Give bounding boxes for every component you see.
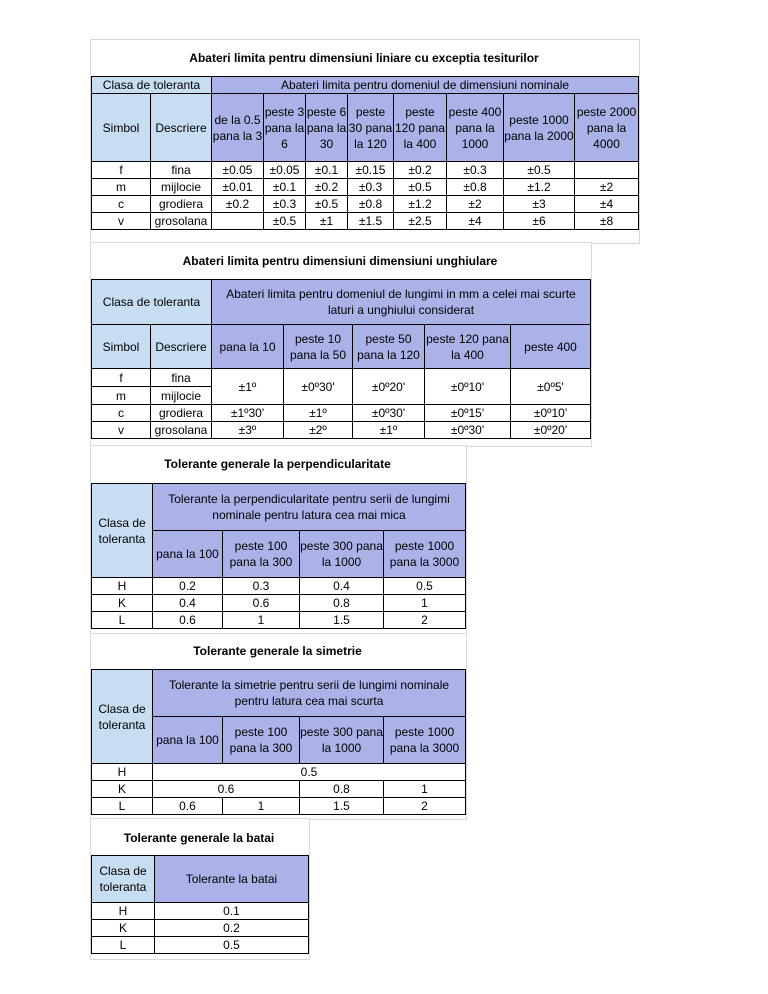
header-abateri: Abateri limita pentru domeniul de lungimi in mm a celei mai scurte laturi a unghiului considerat xyxy=(212,280,591,325)
table-row xyxy=(92,798,466,815)
cell-value: 2 xyxy=(384,612,466,629)
cell-desc: mijlocie xyxy=(151,387,212,405)
cell-desc: fina xyxy=(151,162,212,179)
table-row xyxy=(92,781,466,798)
table3-title: Tolerante generale la perpendicularitate xyxy=(164,457,391,471)
cell-value: 0.8 xyxy=(300,595,384,612)
cell-value: 1.5 xyxy=(300,612,384,629)
table-row xyxy=(92,764,466,781)
cell-simbol: v xyxy=(92,422,151,439)
cell-value: ±1º xyxy=(353,422,425,439)
cell-value: ±0.5 xyxy=(306,196,348,213)
cell-value: ±2º xyxy=(284,422,353,439)
cell-value: 0.1 xyxy=(155,903,309,920)
cell-value: ±1.5 xyxy=(348,213,394,230)
angular-tolerance-table xyxy=(91,279,591,439)
cell-class: H xyxy=(92,764,153,781)
range-header: peste 1000 pana la 3000 xyxy=(384,717,466,764)
cell-value: ±0.5 xyxy=(264,213,306,230)
cell-class: L xyxy=(92,937,155,954)
range-header: peste 100 pana la 300 xyxy=(223,717,300,764)
cell-value: ±0.05 xyxy=(212,162,264,179)
header-simbol: Simbol xyxy=(92,94,151,162)
linear-tolerance-table xyxy=(91,76,639,230)
cell-value: ±0.2 xyxy=(394,162,447,179)
cell-value: ±4 xyxy=(447,213,504,230)
table-row xyxy=(92,612,466,629)
range-header: pana la 100 xyxy=(153,531,223,578)
header-clasa: Clasa de toleranta xyxy=(92,484,153,578)
cell-value: ±1.2 xyxy=(504,179,575,196)
header-tolerance: Tolerante la batai xyxy=(155,856,309,903)
cell-value: 0.2 xyxy=(153,578,223,595)
cell-value: 1 xyxy=(223,798,300,815)
table-row xyxy=(92,369,591,387)
cell-value: ±0.01 xyxy=(212,179,264,196)
cell-value: ±0.15 xyxy=(348,162,394,179)
cell-value: ±0º30' xyxy=(425,422,511,439)
range-header: peste 50 pana la 120 xyxy=(353,325,425,369)
cell-desc: mijlocie xyxy=(151,179,212,196)
cell-value: 0.4 xyxy=(300,578,384,595)
runout-table xyxy=(91,855,309,954)
cell-class: H xyxy=(92,903,155,920)
cell-value: ±0.5 xyxy=(504,162,575,179)
table-row xyxy=(92,422,591,439)
cell-value: ±0.8 xyxy=(447,179,504,196)
cell-value: ±3 xyxy=(504,196,575,213)
cell-value: ±0º10' xyxy=(425,369,511,405)
cell-class: L xyxy=(92,798,153,815)
cell-value: ±0º20' xyxy=(511,422,591,439)
header-abateri: Abateri limita pentru domeniul de dimensiuni nominale xyxy=(212,77,639,94)
table-row xyxy=(92,162,639,179)
table-row xyxy=(92,595,466,612)
cell-desc: grodiera xyxy=(151,405,212,422)
cell-simbol: m xyxy=(92,387,151,405)
cell-value: ±0.5 xyxy=(394,179,447,196)
cell-value: ±0.2 xyxy=(212,196,264,213)
table-row xyxy=(92,578,466,595)
cell-value: ±1º xyxy=(284,405,353,422)
header-tolerance: Tolerante la perpendicularitate pentru serii de lungimi nominale pentru latura cea mai mica xyxy=(153,484,466,531)
header-clasa: Clasa de toleranta xyxy=(92,280,212,325)
cell-simbol: m xyxy=(92,179,151,196)
cell-simbol: c xyxy=(92,196,151,213)
cell-value: 0.6 xyxy=(153,781,300,798)
cell-value: ±0.3 xyxy=(447,162,504,179)
cell-value: 0.6 xyxy=(153,612,223,629)
header-descriere: Descriere xyxy=(151,325,212,369)
cell-value: 0.8 xyxy=(300,781,384,798)
cell-value xyxy=(212,213,264,230)
range-header: peste 10 pana la 50 xyxy=(284,325,353,369)
cell-value: ±4 xyxy=(575,196,639,213)
cell-value: ±1º xyxy=(212,369,284,405)
cell-value: ±0º15' xyxy=(425,405,511,422)
cell-value: ±0º10' xyxy=(511,405,591,422)
cell-value: ±0º20' xyxy=(353,369,425,405)
cell-value: 0.4 xyxy=(153,595,223,612)
cell-desc: fina xyxy=(151,369,212,387)
cell-value: ±8 xyxy=(575,213,639,230)
range-header: peste 400 xyxy=(511,325,591,369)
cell-value: ±0.3 xyxy=(348,179,394,196)
cell-value: 0.5 xyxy=(155,937,309,954)
cell-value: 0.6 xyxy=(153,798,223,815)
table-row xyxy=(92,196,639,213)
cell-value: ±0.1 xyxy=(264,179,306,196)
cell-class: K xyxy=(92,781,153,798)
cell-value: 2 xyxy=(384,798,466,815)
cell-desc: grosolana xyxy=(151,213,212,230)
cell-value: 0.6 xyxy=(223,595,300,612)
table5-title: Tolerante generale la batai xyxy=(123,831,275,845)
cell-value xyxy=(575,162,639,179)
cell-value: ±0º30' xyxy=(353,405,425,422)
cell-value: ±2.5 xyxy=(394,213,447,230)
range-header: de la 0.5 pana la 3 xyxy=(212,94,264,162)
cell-desc: grosolana xyxy=(151,422,212,439)
cell-value: ±0º5' xyxy=(511,369,591,405)
table2-title: Abateri limita pentru dimensiuni dimensiuni unghiulare xyxy=(182,254,498,268)
range-header: peste 3 pana la 6 xyxy=(264,94,306,162)
header-clasa: Clasa de toleranta xyxy=(92,670,153,764)
cell-class: K xyxy=(92,595,153,612)
perpendicularity-table xyxy=(91,483,466,629)
cell-value: ±0º30' xyxy=(284,369,353,405)
header-clasa: Clasa de toleranta xyxy=(92,856,155,903)
range-header: peste 120 pana la 400 xyxy=(394,94,447,162)
cell-value: 0.5 xyxy=(153,764,466,781)
range-header: peste 1000 pana la 2000 xyxy=(504,94,575,162)
cell-value: 1.5 xyxy=(300,798,384,815)
table-row xyxy=(92,213,639,230)
cell-value: ±2 xyxy=(447,196,504,213)
cell-simbol: f xyxy=(92,369,151,387)
cell-value: ±1.2 xyxy=(394,196,447,213)
table4-title: Tolerante generale la simetrie xyxy=(193,644,362,658)
cell-class: H xyxy=(92,578,153,595)
cell-value: 0.2 xyxy=(155,920,309,937)
table-row xyxy=(92,179,639,196)
table-row xyxy=(92,903,309,920)
table-row xyxy=(92,920,309,937)
table-row xyxy=(92,405,591,422)
cell-value: 0.3 xyxy=(223,578,300,595)
cell-value: 1 xyxy=(384,781,466,798)
cell-value: ±3º xyxy=(212,422,284,439)
cell-value: ±1 xyxy=(306,213,348,230)
table1-title: Abateri limita pentru dimensiuni liniare cu exceptia tesiturilor xyxy=(189,51,539,65)
cell-value: ±0.05 xyxy=(264,162,306,179)
range-header: peste 1000 pana la 3000 xyxy=(384,531,466,578)
range-header: peste 30 pana la 120 xyxy=(348,94,394,162)
cell-desc: grodiera xyxy=(151,196,212,213)
range-header: pana la 10 xyxy=(212,325,284,369)
header-clasa: Clasa de toleranta xyxy=(92,77,212,94)
range-header: peste 100 pana la 300 xyxy=(223,531,300,578)
cell-value: ±6 xyxy=(504,213,575,230)
range-header: peste 300 pana la 1000 xyxy=(300,717,384,764)
cell-simbol: c xyxy=(92,405,151,422)
cell-value: ±0.8 xyxy=(348,196,394,213)
cell-value: 0.5 xyxy=(384,578,466,595)
range-header: peste 2000 pana la 4000 xyxy=(575,94,639,162)
header-simbol: Simbol xyxy=(92,325,151,369)
table-row xyxy=(92,937,309,954)
range-header: peste 120 pana la 400 xyxy=(425,325,511,369)
cell-value: 1 xyxy=(384,595,466,612)
range-header: pana la 100 xyxy=(153,717,223,764)
cell-class: K xyxy=(92,920,155,937)
cell-value: 1 xyxy=(223,612,300,629)
cell-class: L xyxy=(92,612,153,629)
range-header: peste 6 pana la 30 xyxy=(306,94,348,162)
symmetry-table xyxy=(91,669,466,815)
cell-value: ±1º30' xyxy=(212,405,284,422)
cell-simbol: v xyxy=(92,213,151,230)
range-header: peste 300 pana la 1000 xyxy=(300,531,384,578)
range-header: peste 400 pana la 1000 xyxy=(447,94,504,162)
cell-value: ±0.3 xyxy=(264,196,306,213)
header-descriere: Descriere xyxy=(151,94,212,162)
cell-simbol: f xyxy=(92,162,151,179)
cell-value: ±2 xyxy=(575,179,639,196)
cell-value: ±0.1 xyxy=(306,162,348,179)
cell-value: ±0.2 xyxy=(306,179,348,196)
header-tolerance: Tolerante la simetrie pentru serii de lungimi nominale pentru latura cea mai scurta xyxy=(153,670,466,717)
